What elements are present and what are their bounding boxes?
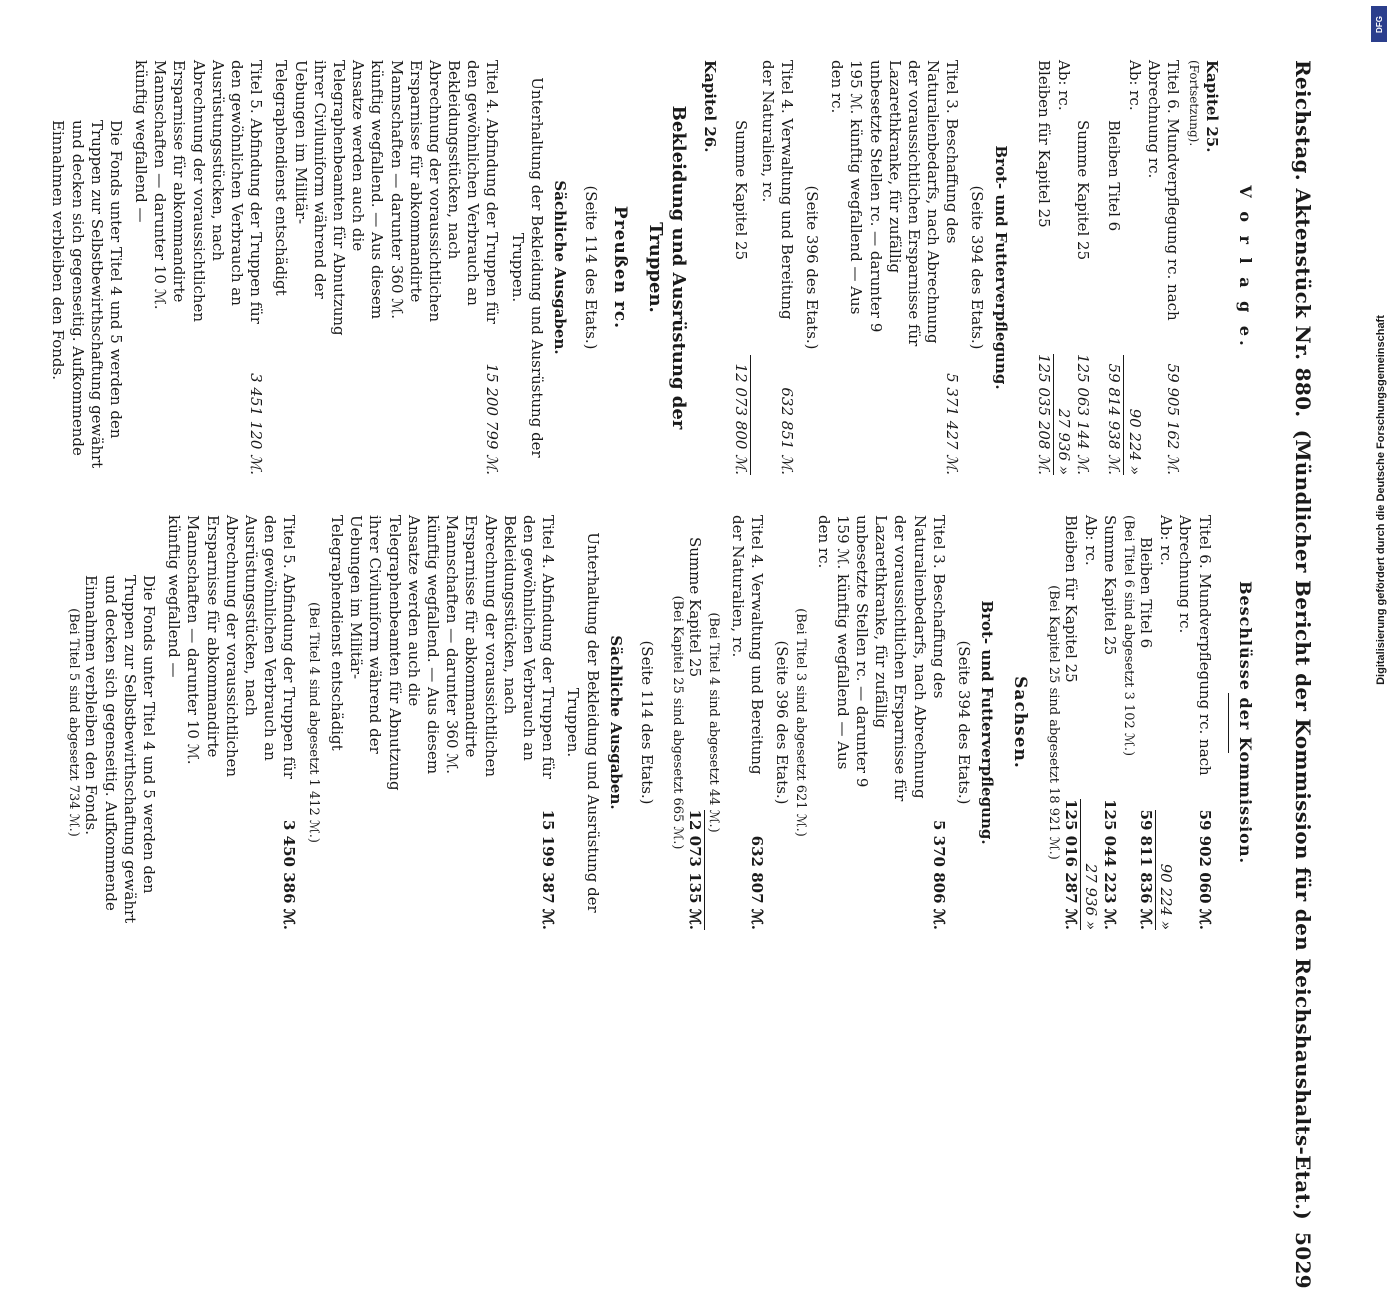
titel4-text: Titel 4. Verwaltung und Bereitung der Naturalien, rc. bbox=[728, 515, 766, 775]
abgesetzt-titel4: (Bei Titel 4 sind abgesetzt 44 ℳ.) bbox=[706, 612, 722, 833]
titel4b-row bbox=[327, 515, 557, 930]
ab-label: Ab: rc. bbox=[1125, 60, 1144, 111]
bekleidung-heading: Bekleidung und Ausrüstung der Truppen. bbox=[645, 105, 690, 430]
titel4b-row bbox=[271, 60, 501, 475]
ab-amount: 90 224 » bbox=[1157, 863, 1176, 930]
ab-row bbox=[1124, 60, 1143, 475]
abgesetzt-titel3: (Bei Titel 3 sind abgesetzt 621 ℳ.) bbox=[792, 608, 808, 837]
vorlage-column bbox=[48, 60, 1261, 475]
running-header bbox=[1291, 60, 1315, 1289]
bleiben-kap-row bbox=[1034, 60, 1054, 475]
sachsen-heading: Sachsen. bbox=[1009, 676, 1030, 769]
titel4-row bbox=[757, 60, 795, 475]
titel4b-text: Titel 4. Abfindung der Truppen für den gewöhnlichen Verbrauch an Bekleidungsstücken, nach Abrechnung der voraussichtlichen Ersparnisse für abkommandirte Mannschaften — darunter 360 ℳ. künftig wegfallend. — Aus diesem Ansatze werden auch die Telegraphenbeamten für Abnutzung ihrer Civiluniform während der Uebungen im Militär-Telegraphendienst entschädigt bbox=[328, 515, 558, 791]
bleiben-titel6-row bbox=[1104, 60, 1124, 475]
titel6-amount: 59 902 060 ℳ. bbox=[1195, 809, 1214, 930]
dfg-digitization-notice bbox=[1371, 0, 1391, 1000]
abgesetzt-titel5: (Bei Titel 5 sind abgesetzt 734 ℳ.) bbox=[66, 608, 82, 837]
ab2-label: Ab: rc. bbox=[1081, 515, 1100, 566]
fonds-note: Die Fonds unter Titel 4 und 5 werden den Truppen zur Selbstbewirthschaftung gewährt und decken sich gegenseitig. Aufkommende Einnahmen verbleiben den Fonds. bbox=[49, 120, 125, 469]
titel3-amount: 5 371 427 ℳ. bbox=[943, 373, 962, 475]
seite-396: (Seite 396 des Etats.) bbox=[772, 640, 791, 805]
abgesetzt-titel4b: (Bei Titel 4 sind abgesetzt 1 412 ℳ.) bbox=[305, 601, 321, 844]
titel4b-amount: 15 200 799 ℳ. bbox=[483, 363, 502, 475]
beschluesse-heading: Beschlüsse der Kommission. bbox=[1236, 580, 1255, 865]
beschluesse-column bbox=[48, 515, 1261, 930]
summe2-amount: 12 073 135 ℳ. bbox=[685, 809, 704, 930]
bleiben-kap-amount: 125 035 208 ℳ. bbox=[1034, 353, 1053, 475]
titel5-row bbox=[131, 60, 265, 475]
unterhaltung-heading: Unterhaltung der Bekleidung und Ausrüstung der Truppen. bbox=[564, 532, 602, 913]
kapitel-25-heading: Kapitel 25. bbox=[1202, 60, 1221, 153]
fonds-note: Die Fonds unter Titel 4 und 5 werden den Truppen zur Selbstbewirthschaftung gewährt und decken sich gegenseitig. Aufkommende Einnahmen verbleiben den Fonds. bbox=[82, 575, 158, 924]
summe2-row bbox=[685, 515, 705, 930]
saechliche-heading: Sächliche Ausgaben. bbox=[606, 635, 625, 810]
titel6-row bbox=[1144, 60, 1182, 475]
ab2-amount: 27 936 » bbox=[1055, 408, 1074, 475]
summe-row bbox=[1073, 60, 1092, 475]
ab-amount: 90 224 » bbox=[1125, 408, 1144, 475]
titel3-text: Titel 3. Beschaffung des Naturalienbedarfs, nach Abrechnung der voraussichtlichen Ersparnisse für Lazarethkranke, für zufällig unbesetzte Stellen rc. — darunter 9 195 ℳ. künftig wegfallend — Aus den rc. bbox=[828, 60, 962, 347]
ab2-amount: 27 936 » bbox=[1081, 863, 1100, 930]
titel6-label: Titel 6. Mundverpflegung rc. nach Abrechnung rc. bbox=[1144, 60, 1182, 321]
titel5-text: Titel 5. Abfindung der Truppen für den gewöhnlichen Verbrauch an Ausrüstungsstücken, nach Abrechnung der voraussichtlichen Ersparnisse für abkommandirte Mannschaften — darunter 10 ℳ. künftig wegfallend — bbox=[132, 60, 266, 324]
titel4-row bbox=[727, 515, 765, 930]
dfg-logo-text: DFG bbox=[1374, 15, 1384, 33]
summe-amount: 125 044 223 ℳ. bbox=[1101, 799, 1120, 930]
bleiben-kap-label: Bleiben für Kapitel 25 bbox=[1034, 60, 1053, 228]
titel5-amount: 3 451 120 ℳ. bbox=[247, 373, 266, 475]
abgesetzt-titel6: (Bei Titel 6 sind abgesetzt 3 102 ℳ.) bbox=[1120, 515, 1136, 757]
preussen-heading: Preußen rc. bbox=[609, 205, 630, 330]
titel4-amount: 632 807 ℳ. bbox=[747, 835, 766, 930]
abgesetzt-kapitel2: (Bei Kapitel 25 sind abgesetzt 665 ℳ.) bbox=[669, 595, 685, 850]
seite-396: (Seite 396 des Etats.) bbox=[802, 185, 821, 350]
summe2-label: Summe Kapitel 25 bbox=[732, 120, 751, 261]
abgesetzt-kapitel: (Bei Kapitel 25 sind abgesetzt 18 921 ℳ.) bbox=[1045, 585, 1061, 860]
ab-label: Ab: rc. bbox=[1157, 515, 1176, 566]
brot-heading: Brot- und Futterverpflegung. bbox=[978, 600, 997, 845]
summe-label: Summe Kapitel 25 bbox=[1074, 120, 1093, 261]
titel4b-text: Titel 4. Abfindung der Truppen für den gewöhnlichen Verbrauch an Bekleidungsstücken, nach Abrechnung der voraussichtlichen Ersparnisse für abkommandirte Mannschaften — darunter 360 ℳ. künftig wegfallend. — Aus diesem Ansatze werden auch die Telegraphenbeamten für Abnutzung ihrer Civiluniform während der Uebungen im Militär-Telegraphendienst entschädigt bbox=[272, 60, 502, 336]
summe-label: Summe Kapitel 25 bbox=[1101, 515, 1120, 656]
unterhaltung-heading: Unterhaltung der Bekleidung und Ausrüstung der Truppen. bbox=[508, 77, 546, 458]
bleiben-titel6-amount: 59 814 938 ℳ. bbox=[1104, 355, 1124, 475]
kapitel-note: (Fortsetzung). bbox=[1187, 60, 1202, 147]
bleiben-titel6-amount: 59 811 836 ℳ. bbox=[1136, 809, 1155, 930]
dfg-notice-text: Digitalisierung gefördert durch die Deutsche Forschungsgemeinschaft bbox=[1375, 315, 1387, 685]
ab2-label: Ab: rc. bbox=[1055, 60, 1074, 111]
titel3-row bbox=[814, 515, 948, 930]
titel4b-amount: 15 199 387 ℳ. bbox=[539, 809, 558, 930]
titel5-row bbox=[164, 515, 298, 930]
summe2-row bbox=[731, 60, 751, 475]
two-column-body bbox=[48, 60, 1261, 930]
vorlage-heading: V o r l a g e. bbox=[1236, 185, 1255, 350]
seite-394: (Seite 394 des Etats.) bbox=[968, 185, 987, 350]
dfg-logo bbox=[1371, 6, 1387, 42]
saechliche-heading: Sächliche Ausgaben. bbox=[551, 180, 570, 355]
titel6-row bbox=[1175, 515, 1213, 930]
kapitel-26-heading: Kapitel 26. bbox=[701, 60, 720, 153]
titel6-label: Titel 6. Mundverpflegung rc. nach Abrechnung rc. bbox=[1176, 515, 1214, 776]
bleiben-kap-amount: 125 016 287 ℳ. bbox=[1061, 799, 1080, 930]
summe2-label: Summe Kapitel 25 bbox=[685, 537, 704, 678]
titel6-amount: 59 905 162 ℳ. bbox=[1163, 363, 1182, 475]
ab2-row bbox=[1081, 515, 1100, 930]
bleiben-kap-label: Bleiben für Kapitel 25 bbox=[1061, 515, 1080, 683]
seite-114: (Seite 114 des Etats.) bbox=[637, 640, 656, 805]
ab2-row bbox=[1054, 60, 1073, 475]
header-title: (Mündlicher Bericht der Kommission für den Reichshaushalts-Etat.) bbox=[1291, 429, 1315, 1221]
heading-rule bbox=[1228, 693, 1229, 753]
summe2-amount: 12 073 800 ℳ. bbox=[731, 355, 751, 475]
seite-114: (Seite 114 des Etats.) bbox=[582, 185, 601, 350]
titel5-amount: 3 450 386 ℳ. bbox=[280, 820, 299, 930]
ab-row bbox=[1156, 515, 1175, 930]
bleiben-titel6-row bbox=[1136, 515, 1156, 930]
bleiben-titel6-label: Bleiben Titel 6 bbox=[1105, 120, 1124, 232]
seite-394: (Seite 394 des Etats.) bbox=[955, 640, 974, 805]
titel3-row bbox=[827, 60, 961, 475]
titel4-text: Titel 4. Verwaltung und Bereitung der Naturalien, rc. bbox=[758, 60, 796, 320]
titel3-amount: 5 370 806 ℳ. bbox=[929, 820, 948, 930]
titel5-text: Titel 5. Abfindung der Truppen für den gewöhnlichen Verbrauch an Ausrüstungsstücken, nach Abrechnung der voraussichtlichen Ersparnisse für abkommandirte Mannschaften — darunter 10 ℳ. künftig wegfallend — bbox=[165, 515, 299, 779]
bleiben-kap-row bbox=[1061, 515, 1081, 930]
header-left: Reichstag. Aktenstück Nr. 880. bbox=[1291, 60, 1315, 418]
brot-heading: Brot- und Futterverpflegung. bbox=[991, 145, 1010, 390]
titel3-text: Titel 3. Beschaffung des Naturalienbedarfs, nach Abrechnung der voraussichtlichen Ersparnisse für Lazarethkranke, für zufällig unbesetzte Stellen rc. — darunter 9 159 ℳ. künftig wegfallend — Aus den rc. bbox=[814, 515, 948, 802]
summe-row bbox=[1100, 515, 1119, 930]
summe-amount: 125 063 144 ℳ. bbox=[1074, 353, 1093, 475]
page-number: 5029 bbox=[1291, 1232, 1315, 1289]
bleiben-titel6-label: Bleiben Titel 6 bbox=[1136, 537, 1155, 649]
titel4-amount: 632 851 ℳ. bbox=[777, 387, 796, 475]
